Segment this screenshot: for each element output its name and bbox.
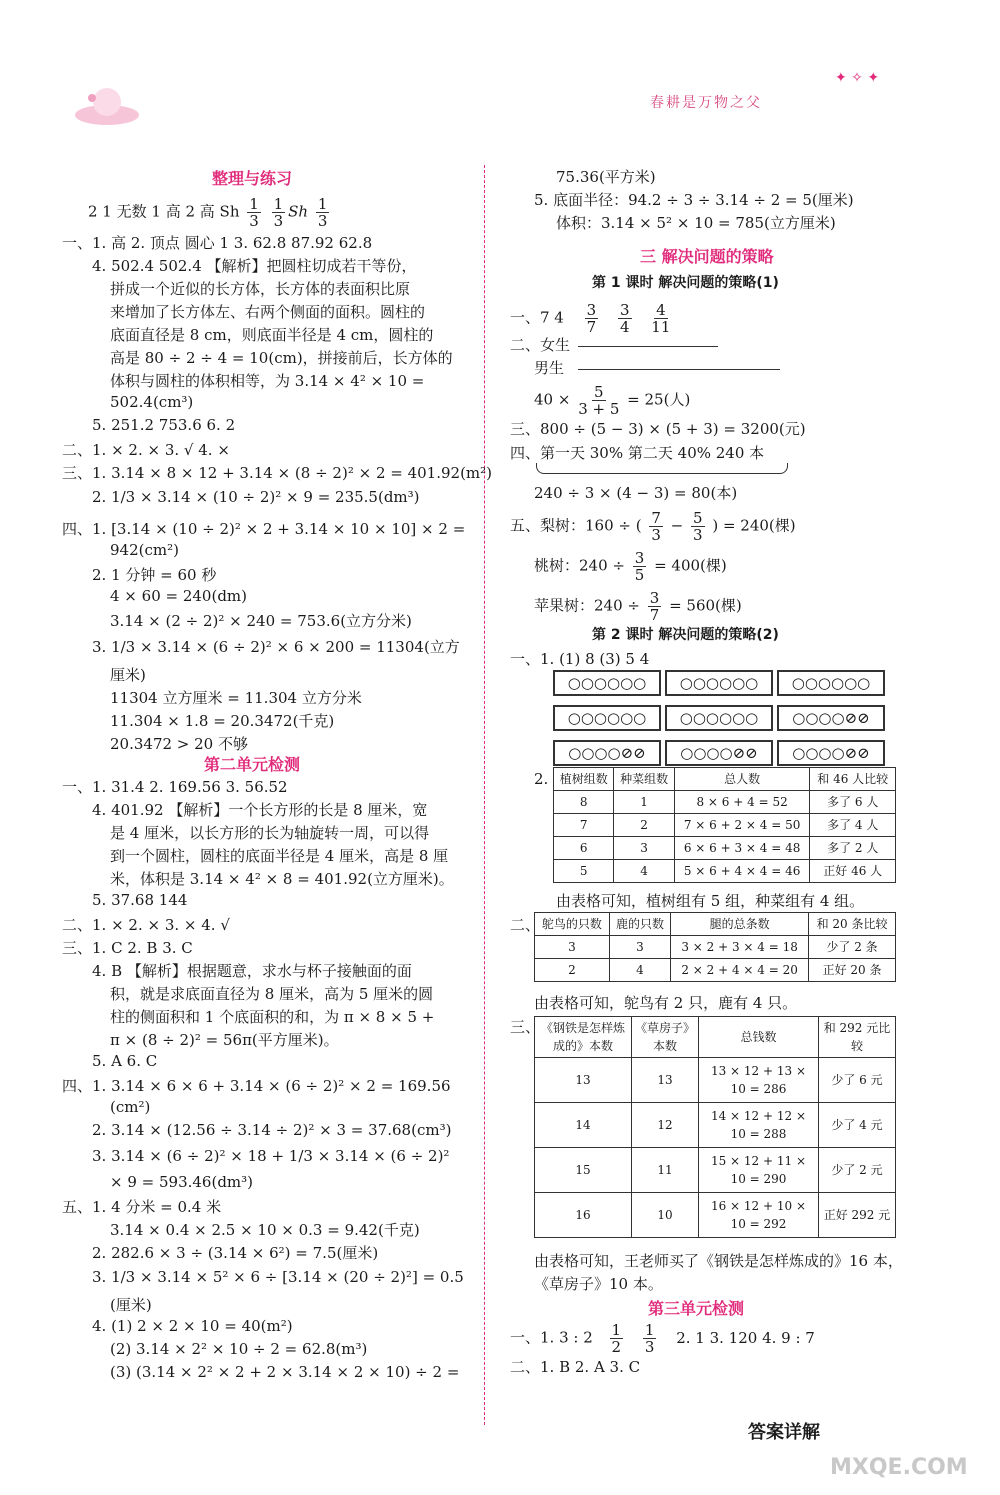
table-header: 《草房子》本数 xyxy=(632,1017,699,1058)
answer-line: 5. 251.2 753.6 6. 2 xyxy=(92,416,236,434)
table-cell: 正好 292 元 xyxy=(819,1193,896,1238)
answer-line: 2. 3.14 × (12.56 ÷ 3.14 ÷ 2)² × 3 = 37.68(cm³) xyxy=(92,1121,452,1139)
table-cell: 7 xyxy=(554,814,614,837)
table-cell: 13 xyxy=(632,1058,699,1103)
circle-box: ○○○○○○ xyxy=(553,670,661,696)
table-header: 和 292 元比较 xyxy=(819,1017,896,1058)
answer-line: 桃树：240 ÷ $\frac{3}{5}$ = 400(棵) xyxy=(534,549,727,584)
table-cell: 3 xyxy=(609,936,670,959)
lesson-title-2: 第 2 课时 解决问题的策略(2) xyxy=(592,627,779,643)
table-cell: 3 xyxy=(535,936,610,959)
answer-line: 二、 xyxy=(510,916,541,934)
circle-box: ○○○○⊘⊘ xyxy=(553,740,661,766)
circle-box: ○○○○⊘⊘ xyxy=(777,740,885,766)
table-cell: 13 × 12 + 13 × 10 = 286 xyxy=(699,1058,819,1103)
answer-line: 4. (1) 2 × 2 × 10 = 40(m²) xyxy=(92,1317,293,1335)
table-cell: 15 × 12 + 11 × 10 = 290 xyxy=(699,1148,819,1193)
table-row xyxy=(535,1058,896,1103)
answer-line: (2) 3.14 × 2² × 10 ÷ 2 = 62.8(m³) xyxy=(110,1340,368,1358)
table-header: 和 20 条比较 xyxy=(809,913,896,936)
answer-line: × 9 = 593.46(dm³) xyxy=(110,1173,254,1191)
header-star-icon: ✦ ✧ ✦ xyxy=(835,70,880,86)
answer-line: 体积：3.14 × 5² × 10 = 785(立方厘米) xyxy=(556,214,836,232)
table-cell: 多了 6 人 xyxy=(810,791,896,814)
practice-answers-row: 2 1 无数 1 高 2 高 Sh $\frac{1}{3}$ $\frac{1}{3}$ Sh $\frac{1}{3}$ xyxy=(88,195,328,230)
footer-watermark: MXQE.COM xyxy=(830,1455,968,1480)
answer-line: 《草房子》10 本。 xyxy=(534,1275,663,1293)
answer-line: 三、1. 3.14 × 8 × 12 + 3.14 × (8 ÷ 2)² × 2 = 401.92(m²) xyxy=(62,464,493,482)
answer-line: 一、1. 3 : 2 $\frac{1}{2}$ $\frac{1}{3}$ 2. 1 3. 120 4. 9 : 7 xyxy=(510,1321,815,1356)
answer-line: 苹果树：240 ÷ $\frac{3}{7}$ = 560(棵) xyxy=(534,589,742,624)
answer-line: 高是 80 ÷ 2 ÷ 4 = 10(cm)，拼接前后，长方体的 xyxy=(110,349,453,367)
table-cell: 5 xyxy=(554,860,614,883)
section-title-unit3: 第三单元检测 xyxy=(648,1299,745,1318)
circle-box: ○○○○⊘⊘ xyxy=(777,705,885,731)
answer-line: 一、1. 高 2. 顶点 圆心 1 3. 62.8 87.92 62.8 xyxy=(62,234,373,252)
answer-line: 五、1. 4 分米 = 0.4 米 xyxy=(62,1198,222,1216)
table-header: 植树组数 xyxy=(554,768,614,791)
table-cell: 16 × 12 + 10 × 10 = 292 xyxy=(699,1193,819,1238)
table-row xyxy=(554,837,896,860)
answer-line: 2. xyxy=(534,770,549,788)
answer-line: 11.304 × 1.8 = 20.3472(千克) xyxy=(110,712,335,730)
table-header-row xyxy=(535,913,896,936)
answer-line: 4. 401.92 【解析】一个长方形的长是 8 厘米，宽 xyxy=(92,801,428,819)
table-header: 鸵鸟的只数 xyxy=(535,913,610,936)
boys-bar xyxy=(578,369,780,370)
table-row xyxy=(535,1103,896,1148)
table-cell: 2 xyxy=(535,959,610,982)
table-cell: 正好 46 人 xyxy=(810,860,896,883)
table-header: 和 46 人比较 xyxy=(810,768,896,791)
answer-line: 4. 502.4 502.4 【解析】把圆柱切成若干等份， xyxy=(92,257,417,275)
answer-line: 三、1. C 2. B 3. C xyxy=(62,939,193,957)
table-row xyxy=(535,1148,896,1193)
answer-line: 3. 1/3 × 3.14 × (6 ÷ 2)² × 6 × 200 = 11304(立方 xyxy=(92,638,460,656)
header-slogan: 春耕是万物之父 xyxy=(650,95,762,111)
table-header: 腿的总条数 xyxy=(671,913,809,936)
answer-line: 4. B 【解析】根据题意，求水与杯子接触面的面 xyxy=(92,962,412,980)
answer-line: 体积与圆柱的体积相等，为 3.14 × 4² × 10 = xyxy=(110,372,425,390)
answer-line: 40 × $\frac{5}{3 + 5}$ = 25(人) xyxy=(534,383,691,418)
circle-box: ○○○○○○ xyxy=(553,705,661,731)
answer-line: 5. 底面半径：94.2 ÷ 3 ÷ 3.14 ÷ 2 = 5(厘米) xyxy=(534,191,854,209)
answer-line: 由表格可知，王老师买了《钢铁是怎样炼成的》16 本， xyxy=(534,1252,903,1270)
table-cell: 4 xyxy=(609,959,670,982)
table-cell: 多了 4 人 xyxy=(810,814,896,837)
answer-line: 到一个圆柱，圆柱的底面半径是 4 厘米，高是 8 厘 xyxy=(110,847,449,865)
table-cell: 14 xyxy=(535,1103,632,1148)
answer-line: 五、梨树：160 ÷ ( $\frac{7}{3}$ − $\frac{5}{3}$ ) = 240(棵) xyxy=(510,509,796,544)
table-ostrich-deer xyxy=(534,912,896,982)
answer-line: (厘米) xyxy=(110,1296,152,1314)
answer-line: 一、1. (1) 8 (3) 5 4 xyxy=(510,650,650,668)
answer-line: 2. 1/3 × 3.14 × (10 ÷ 2)² × 9 = 235.5(dm³) xyxy=(92,488,420,506)
lesson-title-1: 第 1 课时 解决问题的策略(1) xyxy=(592,275,779,291)
table-header-row xyxy=(554,768,896,791)
circle-box: ○○○○○○ xyxy=(665,670,773,696)
table-header: 种菜组数 xyxy=(614,768,674,791)
answer-line: 3. 1/3 × 3.14 × 5² × 6 ÷ [3.14 × (20 ÷ 2)²] = 0.5 xyxy=(92,1268,464,1286)
table-cell: 5 × 6 + 4 × 4 = 46 xyxy=(674,860,810,883)
answer-line: 二、1. B 2. A 3. C xyxy=(510,1358,641,1376)
answer-line: 3.14 × (2 ÷ 2)² × 240 = 753.6(立方分米) xyxy=(110,612,412,630)
table-cell: 6 × 6 + 3 × 4 = 48 xyxy=(674,837,810,860)
answer-line: 二、1. × 2. × 3. × 4. √ xyxy=(62,916,230,934)
table-cell: 8 × 6 + 4 = 52 xyxy=(674,791,810,814)
answer-line: 底面直径是 8 cm，则底面半径是 4 cm，圆柱的 xyxy=(110,326,434,344)
table-cell: 12 xyxy=(632,1103,699,1148)
table-cell: 16 xyxy=(535,1193,632,1238)
answer-line: 柱的侧面积和 1 个底面积的和，为 π × 8 × 5 + xyxy=(110,1008,435,1026)
girls-bar xyxy=(578,346,718,347)
answer-line: 502.4(cm³) xyxy=(110,393,194,411)
table-cell: 多了 2 人 xyxy=(810,837,896,860)
table-cell: 7 × 6 + 2 × 4 = 50 xyxy=(674,814,810,837)
answer-line: 四、1. [3.14 × (10 ÷ 2)² × 2 + 3.14 × 10 × 10] × 2 = xyxy=(62,520,466,538)
answer-line: 3. 3.14 × (6 ÷ 2)² × 18 + 1/3 × 3.14 × (6 ÷ 2)² xyxy=(92,1147,450,1165)
table-cell: 10 xyxy=(632,1193,699,1238)
answer-line: 3.14 × 0.4 × 2.5 × 10 × 0.3 = 9.42(千克) xyxy=(110,1221,420,1239)
answer-line: 拼成一个近似的长方体，长方体的表面积比原 xyxy=(110,280,411,298)
answer-line: 4 × 60 = 240(dm) xyxy=(110,587,247,605)
circle-box: ○○○○○○ xyxy=(777,670,885,696)
table-row xyxy=(535,1193,896,1238)
table-cell: 8 xyxy=(554,791,614,814)
table-cell: 正好 20 条 xyxy=(809,959,896,982)
answer-line: 二、1. × 2. × 3. √ 4. × xyxy=(62,441,230,459)
table-row xyxy=(554,860,896,883)
column-divider xyxy=(484,165,485,1425)
circle-box: ○○○○⊘⊘ xyxy=(665,740,773,766)
answer-line: 男生 xyxy=(534,359,565,377)
table-cell: 2 xyxy=(614,814,674,837)
answer-line: π × (8 ÷ 2)² = 56π(平方厘米)。 xyxy=(110,1031,339,1049)
answer-line: 2. 282.6 × 3 ÷ (3.14 × 6²) = 7.5(厘米) xyxy=(92,1244,379,1262)
table-header-row xyxy=(535,1017,896,1058)
answer-line: 二、女生 xyxy=(510,336,571,354)
answer-line: 四、1. 3.14 × 6 × 6 + 3.14 × (6 ÷ 2)² × 2 = 169.56 xyxy=(62,1077,451,1095)
answer-line: 5. 37.68 144 xyxy=(92,891,188,909)
table-books xyxy=(534,1016,896,1238)
answer-line: 20.3472 > 20 不够 xyxy=(110,735,248,753)
answer-line: 由表格可知，植树组有 5 组，种菜组有 4 组。 xyxy=(556,892,865,910)
table-cell: 少了 6 元 xyxy=(819,1058,896,1103)
answer-line: 米，体积是 3.14 × 4² × 8 = 401.92(立方厘米)。 xyxy=(110,870,454,888)
table-cell: 少了 2 条 xyxy=(809,936,896,959)
table-row xyxy=(554,814,896,837)
table-cell: 少了 2 元 xyxy=(819,1148,896,1193)
table-cell: 15 xyxy=(535,1148,632,1193)
table-header: 总钱数 xyxy=(699,1017,819,1058)
answer-line: 厘米) xyxy=(110,666,146,684)
table-cell: 少了 4 元 xyxy=(819,1103,896,1148)
table-row xyxy=(554,791,896,814)
answer-line: (3) (3.14 × 2² × 2 + 2 × 3.14 × 2 × 10) ÷ 2 = xyxy=(110,1363,460,1381)
table-cell: 4 xyxy=(614,860,674,883)
answer-line: 5. A 6. C xyxy=(92,1052,158,1070)
table-header: 《钢铁是怎样炼成的》本数 xyxy=(535,1017,632,1058)
table-cell: 13 xyxy=(535,1058,632,1103)
footer-label: 答案详解 xyxy=(748,1422,820,1443)
answer-line: 来增加了长方体左、右两个侧面的面积。圆柱的 xyxy=(110,303,426,321)
answer-line: 由表格可知，鸵鸟有 2 只，鹿有 4 只。 xyxy=(534,994,798,1012)
table-cell: 11 xyxy=(632,1148,699,1193)
circle-box: ○○○○○○ xyxy=(665,705,773,731)
answer-line: 积，就是求底面直径为 8 厘米，高为 5 厘米的圆 xyxy=(110,985,434,1003)
table-row xyxy=(535,936,896,959)
answer-line: 2. 1 分钟 = 60 秒 xyxy=(92,566,217,584)
answer-line: (cm²) xyxy=(110,1098,151,1116)
answer-line: 942(cm²) xyxy=(110,541,179,559)
table-header: 鹿的只数 xyxy=(609,913,670,936)
answer-line: 75.36(平方米) xyxy=(556,168,656,186)
table-row xyxy=(535,959,896,982)
table-cell: 6 xyxy=(554,837,614,860)
table-header: 总人数 xyxy=(674,768,810,791)
table-cell: 14 × 12 + 12 × 10 = 288 xyxy=(699,1103,819,1148)
answer-line: 一、7 4 $\frac{3}{7}$ $\frac{3}{4}$ $\frac{4}{11}$ xyxy=(510,301,671,336)
answer-line: 是 4 厘米，以长方形的长为轴旋转一周，可以得 xyxy=(110,824,430,842)
answer-line: 240 ÷ 3 × (4 − 3) = 80(本) xyxy=(534,484,738,502)
answer-line: 四、第一天 30% 第二天 40% 240 本 xyxy=(510,444,765,462)
answer-line: 一、1. 31.4 2. 169.56 3. 56.52 xyxy=(62,778,288,796)
header-decoration-left xyxy=(62,80,152,130)
table-cell: 3 × 2 + 3 × 4 = 18 xyxy=(671,936,809,959)
section-title-practice: 整理与练习 xyxy=(212,169,293,188)
section-title-unit2: 第二单元检测 xyxy=(204,755,301,774)
quantity-brace xyxy=(536,463,788,474)
answer-line: 三、 xyxy=(510,1018,541,1036)
table-cell: 1 xyxy=(614,791,674,814)
answer-line: 三、800 ÷ (5 − 3) × (5 + 3) = 3200(元) xyxy=(510,420,806,438)
table-cell: 2 × 2 + 4 × 4 = 20 xyxy=(671,959,809,982)
answer-line: 11304 立方厘米 = 11.304 立方分米 xyxy=(110,689,362,707)
table-cell: 3 xyxy=(614,837,674,860)
table-planting-groups xyxy=(553,767,896,883)
section-title-strategy: 三 解决问题的策略 xyxy=(640,247,774,266)
